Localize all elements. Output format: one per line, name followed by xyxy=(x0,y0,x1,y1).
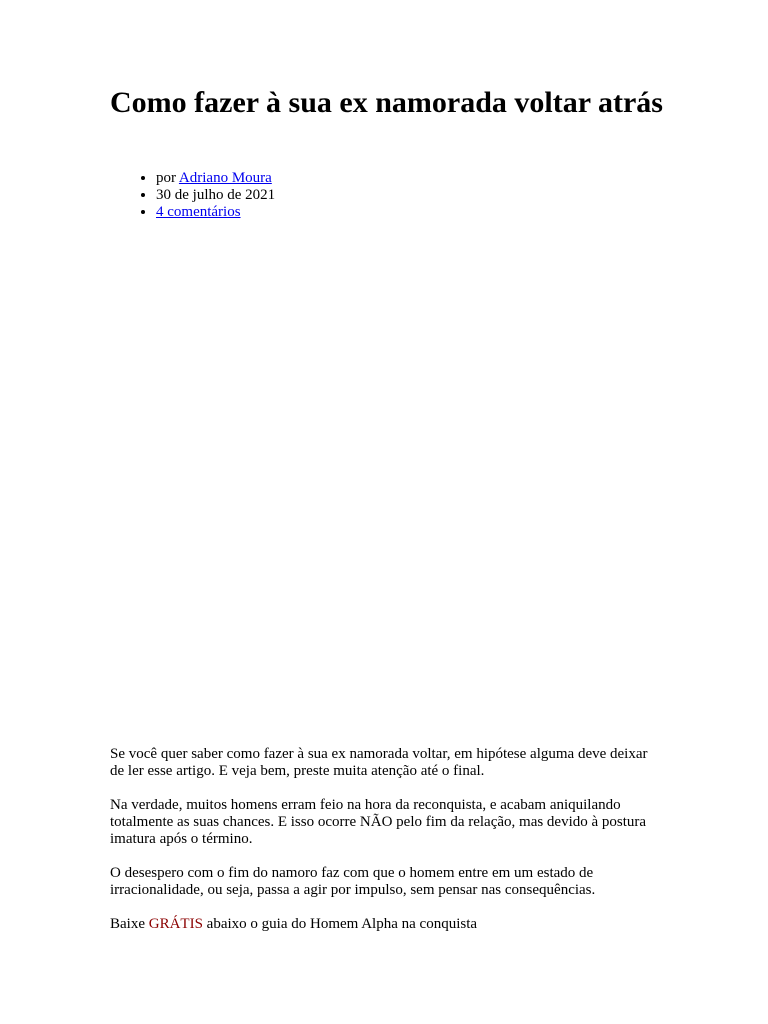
article-title: Como fazer à sua ex namorada voltar atrás xyxy=(110,86,663,119)
article-body xyxy=(110,746,650,950)
article-meta-list xyxy=(110,170,275,221)
meta-comments-item xyxy=(156,204,275,221)
cta-after: abaixo o guia do Homem Alpha na conquista xyxy=(202,916,478,932)
cta-highlight: GRÁTIS xyxy=(148,916,203,932)
paragraph-despair: O desespero com o fim do namoro faz com que o homem entre em um estado de irracionalidade, ou seja, passa a agir por impulso, sem pensar nas consequências. xyxy=(110,865,596,898)
meta-author-item xyxy=(156,170,275,187)
cta-before: Baixe xyxy=(110,916,149,932)
author-prefix: por xyxy=(156,170,179,186)
comments-link[interactable]: 4 comentários xyxy=(156,204,241,220)
paragraph-intro: Se você quer saber como fazer à sua ex namorada voltar, em hipótese alguma deve deixar de ler esse artigo. E veja bem, preste muita atenção até o final. xyxy=(110,746,648,779)
meta-date-item: • 30 de julho de 2021 xyxy=(156,187,275,204)
author-link[interactable]: Adriano Moura xyxy=(178,170,272,186)
paragraph-reconquest: Na verdade, muitos homens erram feio na hora da reconquista, e acabam aniquilando totalmente as suas chances. E isso ocorre NÃO pelo fim da relação, mas devido à postura imatura após o término. xyxy=(110,797,647,847)
download-cta xyxy=(110,916,650,933)
